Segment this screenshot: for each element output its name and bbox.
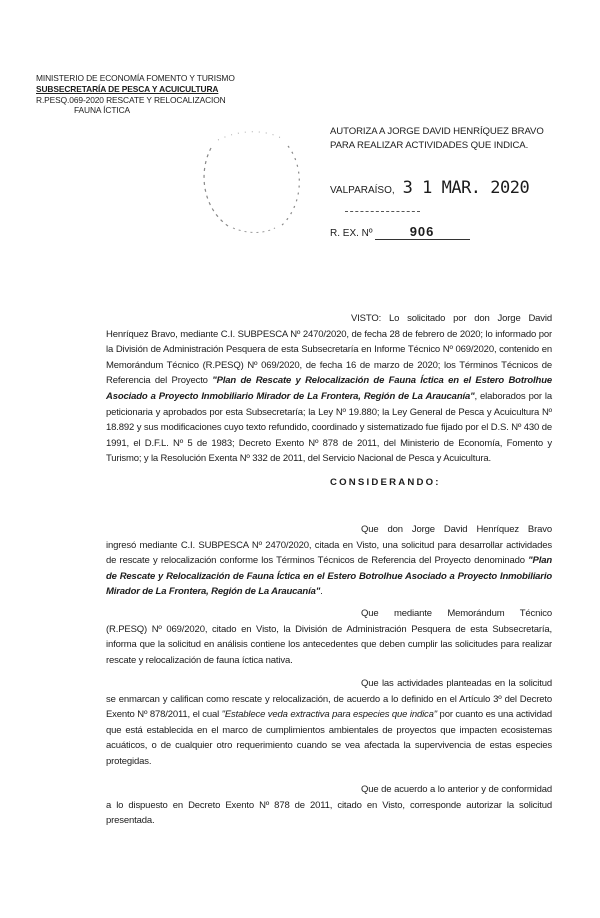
header-ministry: MINISTERIO DE ECONOMÍA FOMENTO Y TURISMO (36, 73, 235, 83)
resolution-number: 906 (375, 224, 470, 240)
place-date (330, 178, 529, 198)
city: VALPARAÍSO, (330, 185, 395, 196)
c3-text-1: Que las actividades planteadas en la solicitud se enmarcan y califican como rescate y relocalización, de acuerdo a lo definido en el Artículo 3º del Decreto Exento Nº 878/2011, el cual (106, 678, 552, 721)
considerando-paragraph-3 (106, 676, 552, 770)
c1-project-name: "Plan de Rescate y Relocalización de Fauna Íctica en el Estero Botrolhue Asociado a Proyecto Inmobiliario Mirador de La Frontera, Región de La Araucanía" (106, 555, 552, 598)
stamp-dashes (345, 211, 420, 212)
visto-paragraph (106, 311, 552, 467)
c3-decree-quote: "Establece veda extractiva para especies que indica" (221, 709, 437, 721)
visto-lead: VISTO: (351, 313, 382, 324)
considerando-heading: CONSIDERANDO: (330, 477, 441, 488)
c4-text: Que de acuerdo a lo anterior y de conformidad a lo dispuesto en Decreto Exento Nº 878 de 2011, citado en Visto, corresponde autorizar la solicitud presentada. (106, 784, 552, 827)
considerando-paragraph-2 (106, 606, 552, 668)
date-stamp: 3 1 MAR. 2020 (402, 178, 530, 198)
subject-line-1: AUTORIZA A JORGE DAVID HENRÍQUEZ BRAVO (330, 126, 544, 137)
subject-line-2: PARA REALIZAR ACTIVIDADES QUE INDICA. (330, 140, 529, 151)
visto-text-1: Lo solicitado por don Jorge David Henríquez Bravo, mediante C.I. SUBPESCA Nº 2470/2020, de fecha 28 de febrero de 2020; lo informado por la División de Administración Pesquera de esta Subsecretaría en Informe Técnico Nº 069/2020, contenido en Memorándum Técnico (R.PESQ) Nº 069/2020, de fecha 16 de marzo de 2020; los Términos Técnicos de Referencia del Proyecto (106, 313, 552, 387)
header-undersecretariat: SUBSECRETARÍA DE PESCA Y ACUICULTURA (36, 83, 219, 94)
c3-text-2: por cuanto es una actividad que está establecida en el marco de cumplimientos ambientales de proyectos que impacten ecosistemas acuáticos, o de cualquier otro requerimiento cuando se vea afectada la supervivencia de estas especies protegidas. (106, 709, 552, 767)
stamp-seal-icon (193, 128, 313, 238)
c2-text: Que mediante Memorándum Técnico (R.PESQ) Nº 069/2020, citado en Visto, la División de Administración Pesquera de esta Subsecretaría, informa que la solicitud en análisis contiene los antecedentes que deben cumplir las solicitudes para realizar rescate y relocalización de fauna íctica nativa. (106, 608, 552, 666)
considerando-paragraph-4 (106, 782, 552, 829)
visto-text-2: , elaborados por la peticionaria y aprobados por esta Subsecretaría; la Ley Nº 19.880; la Ley General de Pesca y Acuicultura Nº 18.892 y sus modificaciones cuyo texto refundido, coordinado y sistematizado fue fijado por el D.S. Nº 430 de 1991, el D.F.L. Nº 5 de 1983; Decreto Exento Nº 878 de 2011, del Ministerio de Economía, Fomento y Turismo; y la Resolución Exenta Nº 332 de 2011, del Servicio Nacional de Pesca y Acuicultura. (106, 390, 552, 465)
c1-text: Que don Jorge David Henríquez Bravo ingresó mediante C.I. SUBPESCA Nº 2470/2020, citada en Visto, una solicitud para desarrollar actividades de rescate y relocalización conforme los Términos Técnicos de Referencia del Proyecto denominado (106, 524, 552, 567)
c1-end: . (320, 586, 323, 598)
ministry-header (36, 73, 235, 116)
considerando-paragraph-1 (106, 522, 552, 600)
resolution-label: R. EX. Nº (330, 228, 373, 239)
resolution-number-line (330, 224, 470, 240)
visto-project-name: "Plan de Rescate y Relocalización de Fauna Íctica en el Estero Botrolhue Asociado a Proyecto Inmobiliario Mirador de La Frontera, Región de La Araucanía" (106, 375, 552, 402)
resolution-subject (330, 125, 544, 153)
header-reference: R.PESQ.069-2020 RESCATE Y RELOCALIZACION (36, 94, 226, 105)
header-topic: FAUNA ÍCTICA (74, 105, 131, 116)
